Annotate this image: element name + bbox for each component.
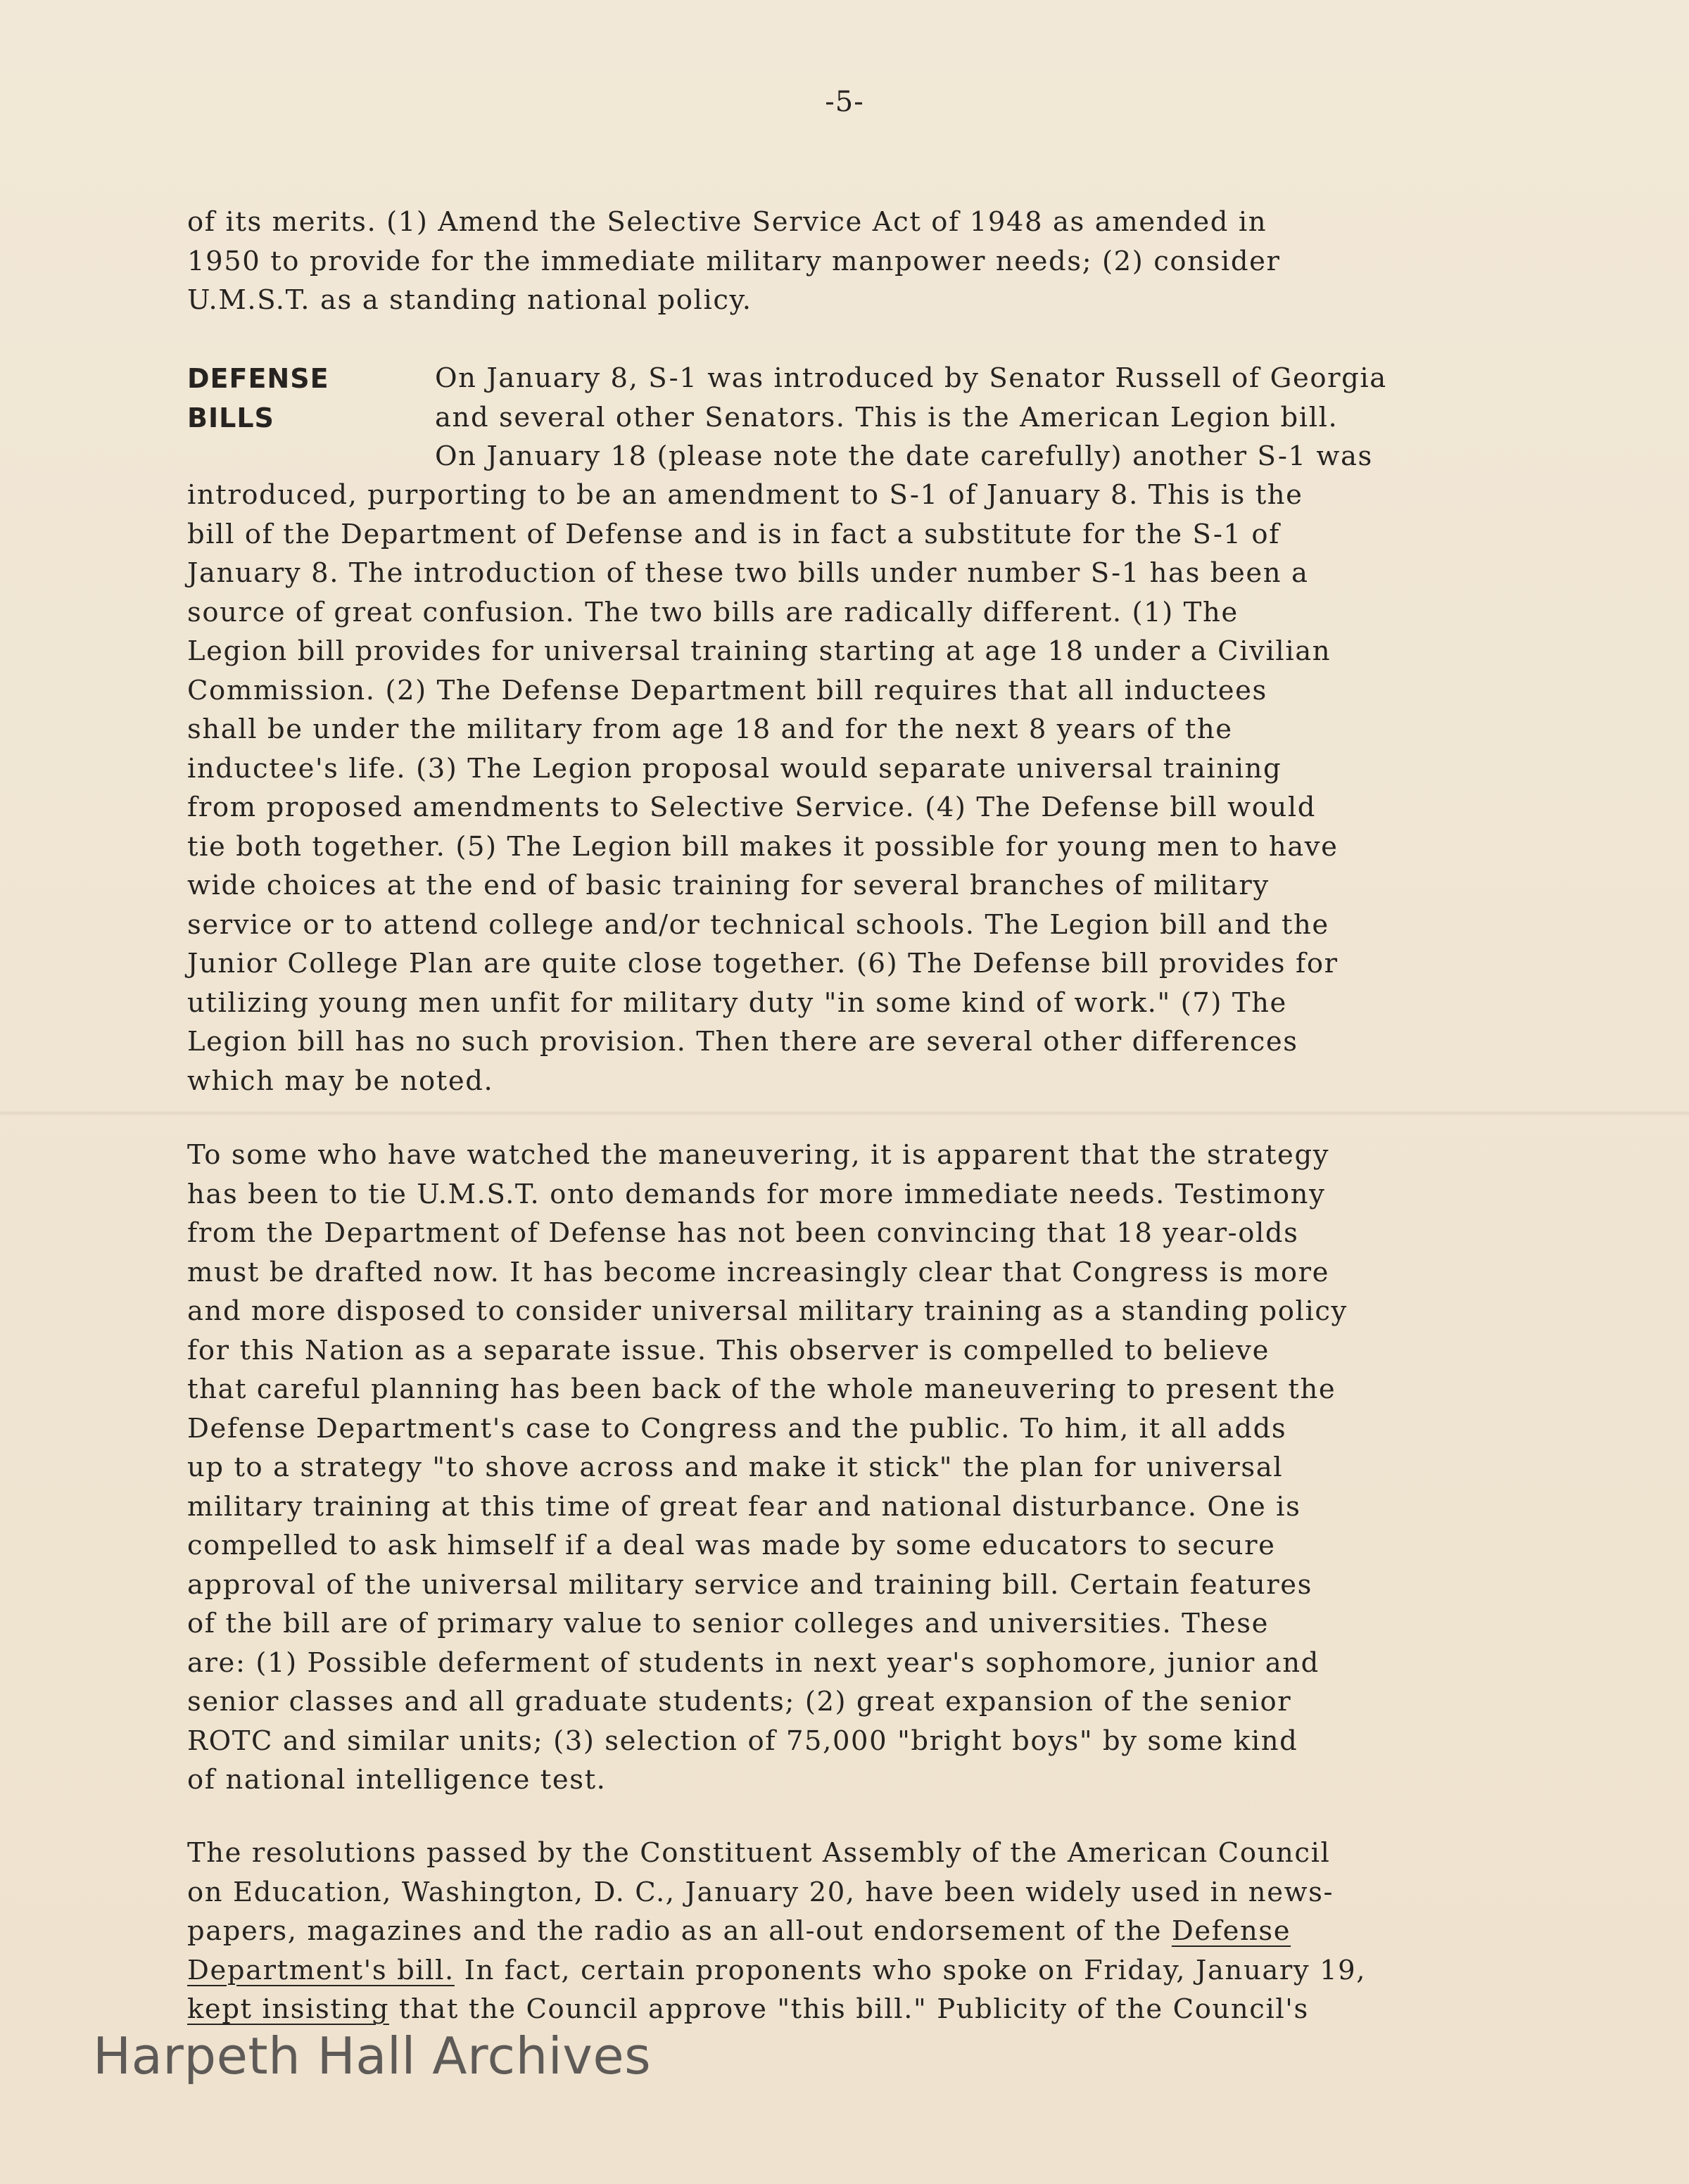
text-line: [187, 1912, 1538, 1951]
text-line: has been to tie U.M.S.T. onto demands for more immediate needs. Testimony: [187, 1178, 1326, 1210]
text-line: that careful planning has been back of the whole maneuvering to present the: [187, 1373, 1336, 1405]
council-paragraph: [187, 1834, 1538, 2029]
text-line: of its merits. (1) Amend the Selective Service Act of 1948 as amended in: [187, 206, 1267, 238]
heading-line: BILLS: [187, 402, 274, 433]
text-line: bill of the Department of Defense and is in fact a substitute for the S-1 of: [187, 518, 1280, 550]
text-line: ROTC and similar units; (3) selection of 75,000 "bright boys" by some kind: [187, 1725, 1298, 1757]
text-line: [187, 1990, 1538, 2029]
text-line: On January 18 (please note the date carefully) another S-1 was: [435, 440, 1373, 472]
defense-bills-heading: [187, 359, 398, 438]
text-line: on Education, Washington, D. C., January 20, have been widely used in news-: [187, 1876, 1334, 1908]
defense-bills-paragraph: [187, 476, 1538, 1100]
text-line: must be drafted now. It has become increasingly clear that Congress is more: [187, 1256, 1330, 1288]
underlined-text: Defense: [1171, 1915, 1291, 1947]
text-line: approval of the universal military service and training bill. Certain features: [187, 1568, 1313, 1601]
defense-bills-indented-text: [435, 359, 1561, 476]
text-line: 1950 to provide for the immediate military manpower needs; (2) consider: [187, 245, 1281, 277]
text-line: On January 8, S-1 was introduced by Senator Russell of Georgia: [435, 362, 1387, 394]
text-line: utilizing young men unfit for military duty "in some kind of work." (7) The: [187, 986, 1287, 1019]
text-line: Commission. (2) The Defense Department bill requires that all inductees: [187, 674, 1267, 706]
text-line: U.M.S.T. as a standing national policy.: [187, 284, 752, 316]
text-line: military training at this time of great fear and national disturbance. One is: [187, 1490, 1301, 1523]
intro-paragraph: [187, 203, 1538, 320]
text-line: source of great confusion. The two bills are radically different. (1) The: [187, 596, 1239, 628]
text-line: To some who have watched the maneuvering, it is apparent that the strategy: [187, 1139, 1330, 1171]
underlined-text: kept insisting: [187, 1993, 390, 2025]
text-run: papers, magazines and the radio as an all-out endorsement of the: [187, 1915, 1172, 1947]
text-line: from proposed amendments to Selective Service. (4) The Defense bill would: [187, 792, 1317, 823]
text-line: up to a strategy "to shove across and make it stick" the plan for universal: [187, 1452, 1284, 1483]
text-line: tie both together. (5) The Legion bill makes it possible for young men to have: [187, 830, 1339, 863]
text-line: Defense Department's case to Congress and the public. To him, it all adds: [187, 1412, 1287, 1445]
text-line: of national intelligence test.: [187, 1764, 607, 1796]
text-line: for this Nation as a separate issue. This observer is compelled to believe: [187, 1334, 1270, 1366]
heading-line: DEFENSE: [187, 363, 329, 394]
text-line: senior classes and all graduate students; (2) great expansion of the senior: [187, 1686, 1292, 1718]
text-line: are: (1) Possible deferment of students in next year's sophomore, junior and: [187, 1646, 1320, 1679]
underlined-text: Department's bill.: [187, 1954, 455, 1986]
text-line: Junior College Plan are quite close together. (6) The Defense bill provides for: [187, 948, 1339, 979]
page-fold-crease: [0, 1110, 1689, 1116]
text-line: service or to attend college and/or technical schools. The Legion bill and the: [187, 908, 1329, 941]
text-line: and more disposed to consider universal military training as a standing policy: [187, 1295, 1348, 1327]
text-line: of the bill are of primary value to senior colleges and universities. These: [187, 1608, 1269, 1639]
text-line: [187, 1951, 1538, 1991]
text-line: which may be noted.: [187, 1065, 494, 1097]
text-run: that the Council approve "this bill." Publicity of the Council's: [389, 1993, 1309, 2025]
text-line: The resolutions passed by the Constituent Assembly of the American Council: [187, 1837, 1331, 1869]
page-number: -5-: [825, 86, 864, 118]
text-line: and several other Senators. This is the American Legion bill.: [435, 401, 1339, 433]
text-line: from the Department of Defense has not been convincing that 18 year-olds: [187, 1217, 1299, 1249]
text-line: compelled to ask himself if a deal was made by some educators to secure: [187, 1530, 1276, 1561]
text-line: wide choices at the end of basic training for several branches of military: [187, 870, 1270, 901]
text-line: shall be under the military from age 18 and for the next 8 years of the: [187, 713, 1233, 745]
text-line: Legion bill provides for universal training starting at age 18 under a Civilian: [187, 635, 1331, 667]
text-line: introduced, purporting to be an amendment to S-1 of January 8. This is the: [187, 479, 1303, 511]
text-run: In fact, certain proponents who spoke on Friday, January 19,: [454, 1954, 1367, 1986]
text-line: inductee's life. (3) The Legion proposal would separate universal training: [187, 752, 1282, 785]
text-line: Legion bill has no such provision. Then there are several other differences: [187, 1026, 1298, 1058]
strategy-paragraph: [187, 1136, 1538, 1800]
text-line: January 8. The introduction of these two bills under number S-1 has been a: [187, 557, 1309, 589]
archive-watermark: Harpeth Hall Archives: [93, 2026, 652, 2085]
